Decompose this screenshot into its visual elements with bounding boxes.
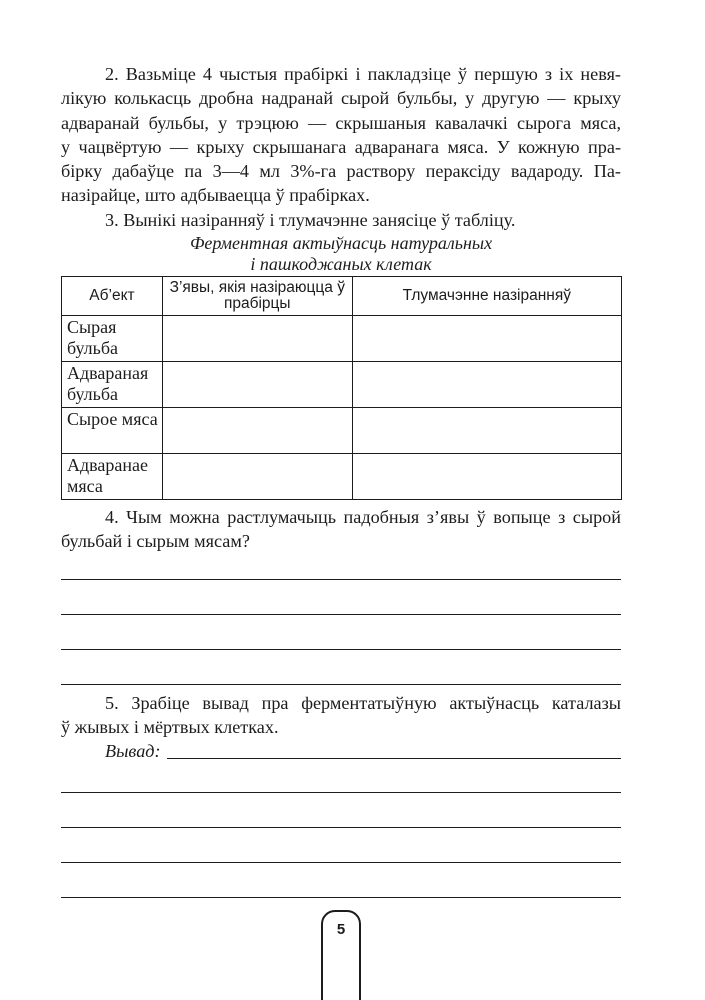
observation-cell[interactable] (162, 454, 352, 500)
object-cell: Адваранае мяса (62, 454, 163, 500)
answer-line[interactable] (61, 614, 621, 615)
task-4-text (61, 505, 621, 554)
object-cell: Адвараная бульба (62, 362, 163, 408)
task-2-line: адваранай бульбы, у трэцюю — скрышаныя кавалачкі сырога мяса, (61, 112, 621, 133)
header-object: Аб’ект (62, 277, 163, 316)
task-3-line: 3. Вынікі назіранняў і тлумачэнне занясіце ў табліцу. (105, 210, 516, 230)
table-caption-line: і пашкоджаных клетак (250, 254, 432, 274)
table-row (62, 316, 622, 362)
observation-cell[interactable] (162, 408, 352, 454)
table-row (62, 362, 622, 408)
observation-cell[interactable] (162, 362, 352, 408)
object-cell: Сырое мяса (62, 408, 163, 454)
answer-line[interactable] (61, 862, 621, 863)
task-2-line: у чацвёртую — крыху скрышанага адваранага мяса. У кожную пра- (61, 136, 621, 157)
task-4-line: 4. Чым можна растлумачыць падобныя з’явы ў вопыце з сырой (105, 507, 621, 527)
answer-line[interactable] (61, 792, 621, 793)
answer-line[interactable] (61, 684, 621, 685)
task-5-text (61, 691, 621, 740)
answer-line[interactable] (61, 649, 621, 650)
task-5-line: 5. Зрабіце вывад пра ферментатыўную актыўнасць каталазы (105, 693, 621, 713)
page-number: 5 (336, 921, 346, 938)
task-2-line: 2. Вазьміце 4 чыстыя прабіркі і пакладзіце ў першую з іх невя- (105, 64, 621, 84)
conclusion-label: Вывад: (105, 741, 161, 761)
explanation-cell[interactable] (352, 316, 621, 362)
explanation-cell[interactable] (352, 408, 621, 454)
header-explanation: Тлумачэнне назіранняў (352, 277, 621, 316)
task-2-line: назірайце, што адбываецца ў прабірках. (61, 185, 370, 206)
explanation-cell[interactable] (352, 362, 621, 408)
table-header-row (62, 277, 622, 316)
task-5-line: ў жывых і мёртвых клетках. (61, 717, 279, 738)
task-2-line: лікую колькасць дробна надранай сырой бульбы, у другую — крыху (61, 88, 621, 109)
task-4-line: бульбай і сырым мясам? (61, 531, 250, 552)
object-cell: Сырая бульба (62, 316, 163, 362)
observation-cell[interactable] (162, 316, 352, 362)
table-caption-line: Ферментная актыўнасць натуральных (189, 233, 493, 253)
answer-line[interactable] (61, 579, 621, 580)
conclusion-line[interactable] (167, 758, 621, 759)
observation-table (61, 276, 622, 500)
table-caption (61, 233, 621, 275)
header-observations: З’явы, якія назіраюцца ў прабірцы (162, 277, 352, 316)
task-3-text (61, 208, 621, 232)
answer-line[interactable] (61, 827, 621, 828)
answer-line[interactable] (61, 897, 621, 898)
table-row (62, 408, 622, 454)
table-row (62, 454, 622, 500)
task-2-line: бірку дабаўце па 3—4 мл 3%-га раствору пераксіду вадароду. Па- (61, 161, 621, 182)
explanation-cell[interactable] (352, 454, 621, 500)
task-2-text (61, 62, 621, 208)
